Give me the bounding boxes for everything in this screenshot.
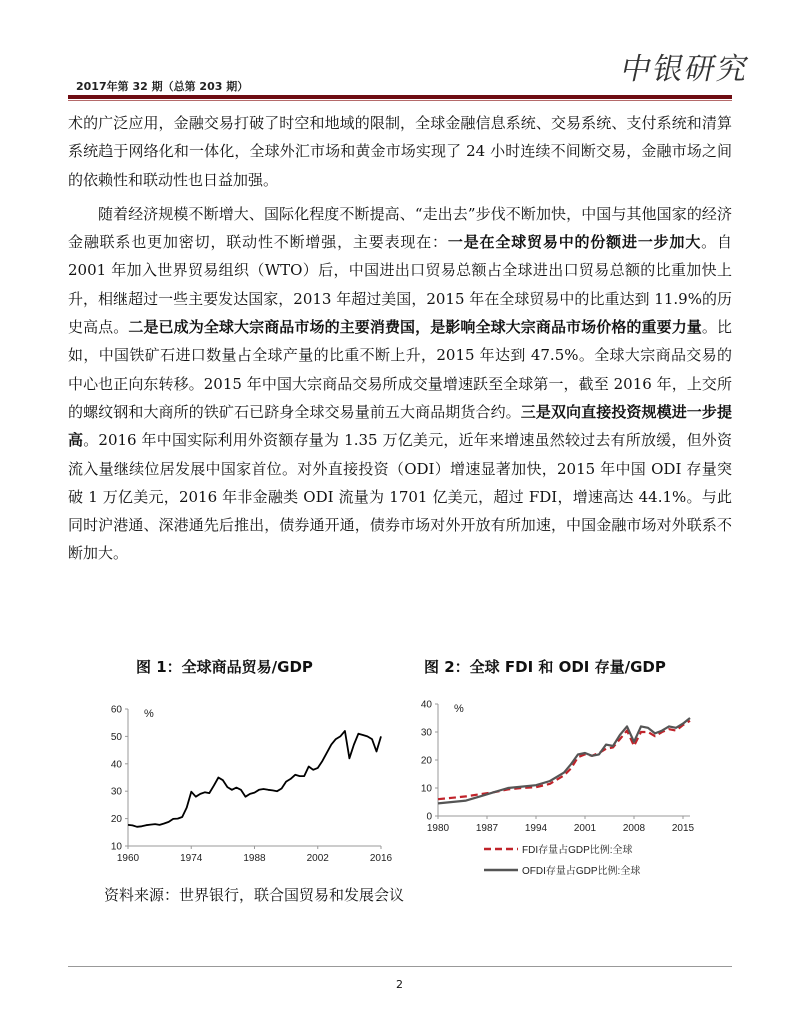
point-2-bold: 二是已成为全球大宗商品市场的主要消费国，是影响全球大宗商品市场价格的重要力量 — [128, 318, 702, 337]
x-tick-label: 1974 — [180, 853, 203, 864]
chart-fdi-odi-stock-gdp — [414, 690, 714, 880]
x-tick-label: 1988 — [243, 853, 266, 864]
series-line-1 — [128, 731, 381, 827]
y-unit-label: % — [144, 708, 154, 720]
x-tick-label: 1980 — [426, 823, 450, 834]
paragraph-1: 术的广泛应用，金融交易打破了时空和地域的限制，全球金融信息系统、交易系统、支付系统和清算系统趋于网络化和一体化，全球外汇市场和黄金市场实现了 24 小时连续不间断交易，金融市场之间的依赖性和联动性也日益加强。 — [68, 114, 732, 189]
x-tick-label: 2015 — [671, 823, 695, 834]
legend-ofdi-label: OFDI存量占GDP比例:全球 — [522, 866, 641, 877]
y-tick-label: 20 — [420, 755, 432, 767]
article-body — [68, 109, 732, 568]
x-tick-label: 2001 — [573, 823, 597, 834]
para2-investment: 。2016 年中国实际利用外资额存量为 1.35 万亿美元，近年来增速虽然较过去有所放缓，但外资流入量继续位居发展中国家首位。对外直接投资（ODI）增速显著加快，2015 年中国 ODI 存量突破 1 万亿美元，2016 年非金融类 ODI 流量为 1701 亿美元，超过 FDI，增速高达 44.1%。与此同时沪港通、深港通先后推出，债券通开通，债券市场对外开放有所加速，中国金融市场对外联系不断加大。 — [68, 431, 732, 563]
series-line-2 — [438, 718, 690, 803]
y-tick-label: 50 — [110, 731, 122, 743]
y-tick-label: 60 — [110, 704, 122, 716]
footer-rule — [68, 966, 732, 967]
y-unit-label: % — [454, 703, 464, 715]
y-tick-label: 10 — [420, 783, 432, 795]
y-tick-label: 40 — [420, 699, 432, 711]
header-rule-thin — [68, 100, 732, 101]
para2-trade: 。自 2001 年加入世界贸易组织（WTO）后，中国进出口贸易总额占全球进出口贸易总额的比重加快上升，相继超过一些主要发达国家，2013 年超过美国，2015 年在全球贸易中的比重达到 11.9%的历史高点。 — [68, 233, 732, 337]
paragraph-2 — [68, 200, 732, 568]
y-tick-label: 0 — [426, 811, 432, 823]
para2-commodity: 。比如，中国铁矿石进口数量占全球产量的比重不断上升，2015 年达到 47.5%。全球大宗商品交易的中心也正向东转移。2015 年中国大宗商品交易所成交量增速跃至全球第一，截至 2016 年，上交所的螺纹钢和大商所的铁矿石已跻身全球交易量前五大商品期货合约。 — [68, 318, 732, 421]
para2-intro: 随着经济规模不断增大、国际化程度不断提高、“走出去”步伐不断加快，中国与其他国家的经济金融联系也更加密切，联动性不断增强，主要表现在： — [68, 204, 732, 252]
y-tick-label: 40 — [110, 759, 122, 771]
point-1-bold: 一是在全球贸易中的份额进一步加大 — [447, 233, 702, 252]
point-3-bold: 三是双向直接投资规模进一步提高 — [68, 402, 732, 450]
y-tick-label: 20 — [110, 814, 122, 826]
page-number: 2 — [396, 978, 403, 991]
y-tick-label: 30 — [110, 786, 122, 798]
bank-research-logo: 中银研究 — [617, 52, 753, 87]
y-tick-label: 30 — [420, 727, 432, 739]
x-tick-label: 2008 — [622, 823, 646, 834]
y-tick-label: 10 — [110, 841, 122, 853]
figure-2-title: 图 2：全球 FDI 和 ODI 存量/GDP — [424, 658, 666, 676]
x-tick-label: 1994 — [524, 823, 548, 834]
chart-global-trade-gdp — [96, 696, 406, 876]
legend-fdi-label: FDI存量占GDP比例:全球 — [522, 845, 633, 856]
x-tick-label: 2016 — [369, 853, 393, 864]
x-tick-label: 2002 — [306, 853, 329, 864]
data-source: 资料来源：世界银行，联合国贸易和发展会议 — [104, 886, 405, 904]
x-tick-label: 1960 — [116, 853, 140, 864]
figure-1-title: 图 1：全球商品贸易/GDP — [136, 658, 313, 676]
issue-label: 2017年第 32 期（总第 203 期） — [76, 80, 249, 93]
header-rule — [68, 95, 732, 99]
x-tick-label: 1987 — [475, 823, 499, 834]
